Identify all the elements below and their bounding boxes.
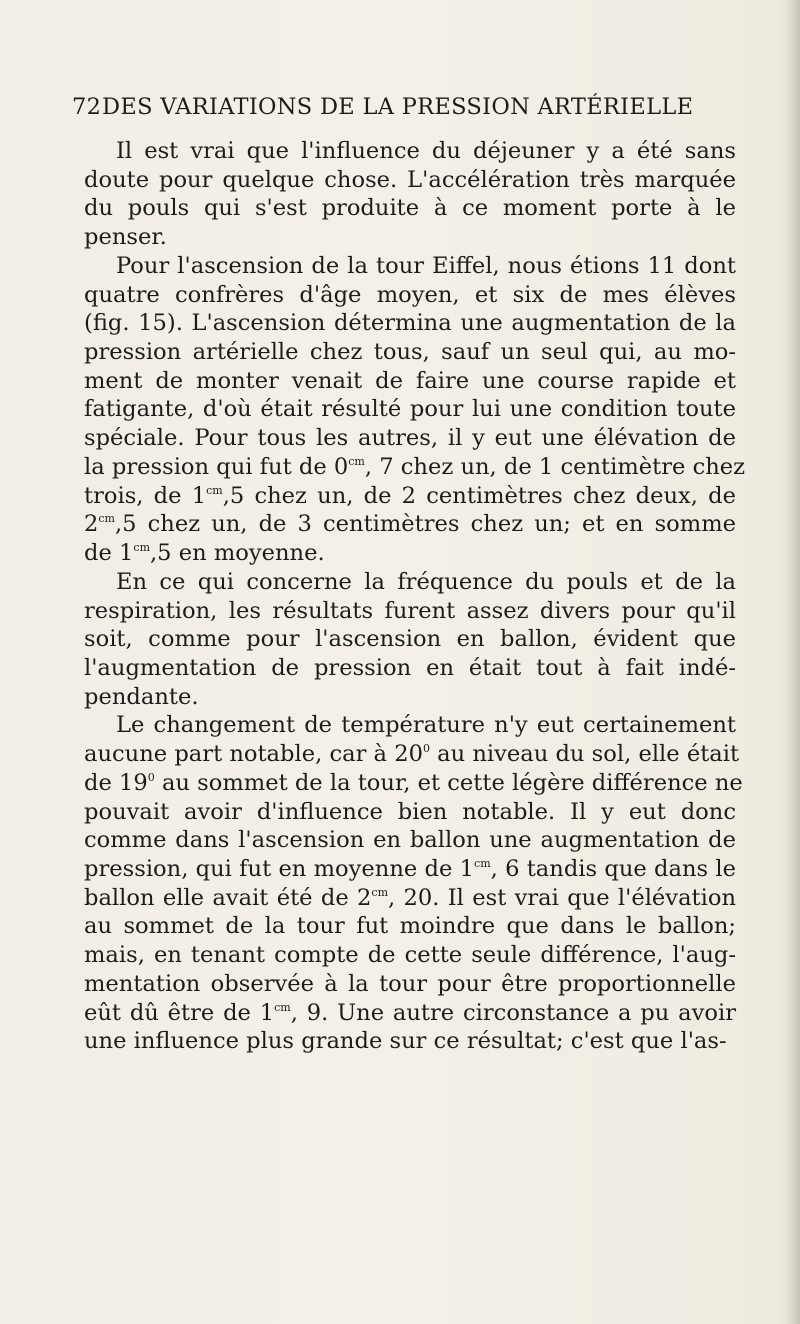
text-line <box>84 223 736 252</box>
text-segment: l'augmentation de pression en était tout à fait indé- <box>84 654 736 681</box>
text-segment: , 6 tandis que dans le <box>490 855 736 882</box>
superscript-unit: cm <box>206 483 223 497</box>
text-line <box>84 740 740 769</box>
text-segment: (fig. 15). L'ascension détermina une augmentation de la <box>84 310 736 337</box>
text-segment: au sommet de la tour fut moindre que dans le ballon; <box>84 913 736 940</box>
text-segment: aucune part notable, car à 20 <box>84 741 423 768</box>
text-segment: ,5 chez un, de 3 centimètres chez un; et en somme <box>114 511 736 538</box>
text-line <box>84 309 736 338</box>
text-segment: du pouls qui s'est produite à ce moment porte à le <box>84 195 736 222</box>
text-segment: fatigante, d'où était résulté pour lui une condition toute <box>84 396 736 423</box>
text-line <box>84 424 736 453</box>
text-line <box>84 1027 736 1056</box>
text-segment: 2 <box>84 511 99 538</box>
text-segment: mais, en tenant compte de cette seule différence, l'aug- <box>84 942 736 969</box>
text-segment: ,5 en moyenne. <box>150 540 325 567</box>
superscript-unit: cm <box>274 1000 291 1014</box>
text-segment: soit, comme pour l'ascension en ballon, évident que <box>84 626 736 653</box>
superscript-unit: 0 <box>147 770 155 784</box>
text-line <box>84 395 736 424</box>
text-line <box>84 281 736 310</box>
text-segment: Il est vrai que l'influence du déjeuner y a été sans <box>116 138 736 164</box>
text-line <box>84 338 736 367</box>
text-segment: de 19 <box>84 769 148 796</box>
text-line <box>84 999 736 1028</box>
superscript-unit: cm <box>133 541 150 555</box>
text-segment: En ce qui concerne la fréquence du pouls et de la <box>116 568 736 595</box>
text-line <box>84 539 736 568</box>
text-line <box>84 568 736 597</box>
page-header <box>72 94 720 124</box>
text-line <box>84 194 736 223</box>
text-line <box>84 137 736 166</box>
text-line <box>84 625 736 654</box>
text-segment: pression, qui fut en moyenne de 1 <box>84 855 475 882</box>
text-segment: , 20. Il est vrai que l'élévation <box>388 884 736 911</box>
text-line <box>84 683 736 712</box>
text-segment: comme dans l'ascension en ballon une augmentation de <box>84 827 736 854</box>
text-line <box>84 482 736 511</box>
text-line <box>84 367 736 396</box>
text-line <box>84 654 736 683</box>
superscript-unit: cm <box>371 885 388 899</box>
superscript-unit: 0 <box>422 742 430 756</box>
text-line <box>84 798 736 827</box>
text-line <box>84 769 743 798</box>
superscript-unit: cm <box>474 856 491 870</box>
text-segment: de 1 <box>84 540 134 567</box>
text-segment: ment de monter venait de faire une course rapide et <box>84 367 736 394</box>
text-segment: , 7 chez un, de 1 centimètre chez <box>364 453 746 480</box>
text-line <box>84 826 736 855</box>
text-segment: pendante. <box>84 683 199 710</box>
text-segment: , 9. Une autre circonstance a pu avoir <box>290 999 737 1026</box>
text-line <box>84 941 736 970</box>
text-line <box>84 855 736 884</box>
text-line <box>84 453 746 482</box>
text-line <box>84 884 736 913</box>
text-segment: Le changement de température n'y eut certainement <box>116 712 736 739</box>
page-edge-shadow <box>786 0 800 1324</box>
text-segment: au niveau du sol, elle était <box>429 741 740 768</box>
text-segment: respiration, les résultats furent assez divers pour qu'il <box>84 597 736 624</box>
page-number: 72 <box>72 94 102 120</box>
text-segment: trois, de 1 <box>84 482 207 509</box>
text-segment: doute pour quelque chose. L'accélération très marquée <box>84 166 736 193</box>
text-segment: pression artérielle chez tous, sauf un seul qui, au mo- <box>84 339 736 366</box>
text-segment: eût dû être de 1 <box>84 999 275 1026</box>
text-line <box>84 166 736 195</box>
text-segment: pouvait avoir d'influence bien notable. Il y eut donc <box>84 798 736 825</box>
superscript-unit: cm <box>348 454 365 468</box>
text-line <box>84 970 736 999</box>
superscript-unit: cm <box>98 512 115 526</box>
text-segment: ballon elle avait été de 2 <box>84 884 372 911</box>
body-text <box>84 137 746 1056</box>
text-segment: au sommet de la tour, et cette légère différence ne <box>154 769 743 796</box>
text-segment: mentation observée à la tour pour être proportionnelle <box>84 970 736 997</box>
text-segment: la pression qui fut de 0 <box>84 453 349 480</box>
text-line <box>84 510 736 539</box>
text-segment: quatre confrères d'âge moyen, et six de mes élèves <box>84 281 736 308</box>
text-line <box>84 252 736 281</box>
text-segment: spéciale. Pour tous les autres, il y eut une élévation de <box>84 425 736 452</box>
text-segment: Pour l'ascension de la tour Eiffel, nous étions 11 dont <box>116 252 736 279</box>
text-segment: une influence plus grande sur ce résultat; c'est que l'as- <box>84 1028 727 1055</box>
text-segment: penser. <box>84 224 167 251</box>
text-line <box>84 597 736 626</box>
text-line <box>84 912 736 941</box>
text-line <box>84 711 736 740</box>
running-title: DES VARIATIONS DE LA PRESSION ARTÉRIELLE <box>102 94 694 120</box>
text-segment: ,5 chez un, de 2 centimètres chez deux, de <box>222 482 736 509</box>
